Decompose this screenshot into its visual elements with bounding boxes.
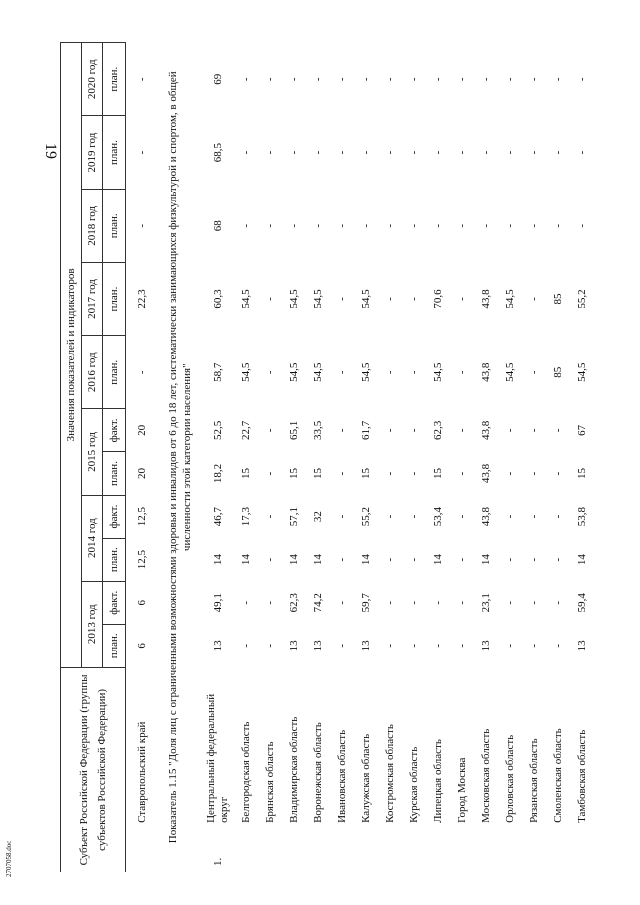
value-cell: 14 [432, 554, 444, 566]
table-row [258, 43, 282, 873]
table-row [570, 43, 594, 873]
row-number [306, 829, 330, 872]
value-cell: 67 [576, 424, 588, 436]
value-cell: - [264, 223, 276, 228]
value-cell: - [408, 428, 420, 433]
value-cell: 14 [240, 554, 252, 566]
value-cell: - [264, 150, 276, 155]
value-cell: 85 [552, 366, 564, 378]
value-cell: 54,5 [360, 289, 372, 309]
value-cell: - [456, 428, 468, 433]
subject-name: Рязанская область [527, 738, 540, 823]
value-cell: - [456, 77, 468, 82]
value-cell: 54,5 [312, 362, 324, 382]
table-row [402, 43, 426, 873]
plan-header: план. [103, 43, 126, 116]
value-cell: - [288, 150, 300, 155]
value-cell: - [240, 600, 252, 605]
value-cell: - [384, 223, 396, 228]
value-cell: - [408, 297, 420, 301]
value-cell: - [480, 150, 492, 155]
value-cell: - [384, 557, 396, 562]
table-row [282, 43, 306, 873]
value-cell: - [288, 77, 300, 82]
value-cell: - [336, 77, 348, 82]
value-cell: 58,7 [212, 362, 224, 382]
page-number: 19 [42, 143, 59, 159]
value-cell: 15 [312, 468, 324, 479]
value-cell: 61,7 [360, 420, 372, 441]
year-header: 2016 год [82, 336, 103, 409]
value-cell: - [552, 514, 564, 519]
value-cell: 15 [240, 468, 252, 479]
value-cell: - [264, 471, 276, 476]
value-cell: 15 [576, 468, 588, 479]
value-cell: - [264, 514, 276, 519]
value-cell: 13 [576, 640, 588, 652]
value-cell: - [528, 223, 540, 228]
value-cell: - [456, 600, 468, 605]
indicators-table [60, 42, 594, 872]
value-cell: 12,5 [136, 506, 148, 527]
value-cell: - [384, 600, 396, 605]
value-cell: 13 [360, 640, 372, 652]
value-cell: - [408, 370, 420, 375]
value-cell: 53,4 [432, 506, 444, 527]
value-cell: 13 [288, 640, 300, 652]
value-cell: 69 [212, 73, 224, 85]
value-cell: - [264, 297, 276, 301]
value-cell: 14 [312, 554, 324, 566]
value-cell: - [552, 77, 564, 82]
subject-name: Орловская область [503, 734, 516, 823]
value-cell: - [456, 471, 468, 476]
subject-name: Калужская область [359, 733, 372, 823]
value-cell: - [384, 297, 396, 301]
plan-header: план. [103, 624, 126, 667]
row-number [522, 829, 546, 872]
plan-header: план. [103, 452, 126, 495]
value-cell: 43,8 [480, 506, 492, 527]
value-cell: - [456, 557, 468, 562]
year-header: 2018 год [82, 189, 103, 262]
value-cell: 68 [212, 220, 224, 232]
value-cell: - [528, 428, 540, 433]
row-number [378, 829, 402, 872]
value-cell: - [576, 77, 588, 82]
value-cell: 18,2 [212, 463, 224, 484]
value-cell: - [432, 150, 444, 155]
value-cell: - [336, 557, 348, 562]
value-cell: - [504, 557, 516, 562]
value-cell: - [136, 223, 148, 228]
value-cell: - [576, 223, 588, 228]
table-row [234, 43, 258, 873]
value-cell: 15 [288, 468, 300, 479]
value-cell: 54,5 [288, 289, 300, 309]
subject-name: Московская область [479, 728, 492, 823]
value-cell: - [336, 150, 348, 155]
subject-name: Брянская область [263, 741, 276, 823]
value-cell: 85 [552, 293, 564, 305]
value-cell: - [408, 471, 420, 476]
value-cell: - [528, 643, 540, 648]
value-cell: 14 [480, 554, 492, 566]
value-cell: - [336, 600, 348, 605]
table-row [450, 43, 474, 873]
value-cell: 6 [136, 599, 148, 606]
value-cell: 59,4 [576, 593, 588, 613]
subject-name: Костромская область [383, 724, 396, 823]
value-cell: - [384, 471, 396, 476]
value-cell: - [504, 428, 516, 433]
value-cell: - [408, 557, 420, 562]
year-header: 2019 год [82, 116, 103, 189]
fact-header: факт. [103, 495, 126, 538]
value-cell: 15 [432, 468, 444, 479]
subject-name: Воронежская область [311, 722, 324, 823]
value-cell: - [312, 223, 324, 228]
subject-name: Ивановская область [335, 729, 348, 823]
value-cell: - [480, 223, 492, 228]
value-cell: - [136, 370, 148, 375]
value-cell: - [360, 223, 372, 228]
value-cell: - [504, 150, 516, 155]
value-cell: - [552, 223, 564, 228]
value-cell: - [384, 643, 396, 648]
year-header: 2013 год [82, 581, 103, 667]
value-cell: 14 [288, 554, 300, 566]
value-cell: - [288, 223, 300, 228]
subject-name: Тамбовская область [575, 729, 588, 823]
subject-header: Субъект Российской Федерации (группы субъектов Российской Федерации) [61, 667, 126, 872]
value-cell: - [360, 77, 372, 82]
plan-header: план. [103, 189, 126, 262]
value-cell: - [264, 370, 276, 375]
subject-name: Курская область [407, 746, 420, 823]
value-cell: - [528, 297, 540, 301]
subject-name: Смоленская область [551, 728, 564, 823]
value-cell: - [136, 77, 148, 82]
row-number [282, 829, 306, 872]
value-cell: 13 [312, 640, 324, 652]
value-cell: - [504, 471, 516, 476]
value-cell: 43,8 [480, 362, 492, 382]
value-cell: - [240, 150, 252, 155]
value-cell: - [384, 77, 396, 82]
value-cell: 53,8 [576, 506, 588, 527]
value-cell: 43,8 [480, 289, 492, 309]
value-cell: - [528, 370, 540, 375]
value-cell: 54,5 [576, 362, 588, 382]
value-cell: - [552, 471, 564, 476]
indicator-title: Показатель 1.15 "Доля лиц с ограниченными возможностями здоровья и инвалидов от 6 до 18 лет, систематически занимающихся физкультурой и спортом, в общей численности этой категории населения" [167, 71, 193, 844]
value-cell: - [504, 514, 516, 519]
value-cell: 54,5 [288, 362, 300, 382]
value-cell: - [336, 428, 348, 433]
value-cell: 14 [576, 554, 588, 566]
value-cell: 54,5 [312, 289, 324, 309]
year-header: 2014 год [82, 495, 103, 581]
plan-header: план. [103, 538, 126, 581]
row-number [450, 829, 474, 872]
value-cell: - [504, 643, 516, 648]
value-cell: 54,5 [240, 362, 252, 382]
row-number [354, 829, 378, 872]
value-cell: - [336, 370, 348, 375]
value-cell: - [456, 514, 468, 519]
value-cell: - [456, 223, 468, 228]
value-cell: - [384, 150, 396, 155]
value-cell: 65,1 [288, 420, 300, 441]
value-cell: - [264, 643, 276, 648]
fact-header: факт. [103, 409, 126, 452]
table-row [522, 43, 546, 873]
value-cell: - [432, 600, 444, 605]
plan-header: план. [103, 336, 126, 409]
value-cell: - [528, 77, 540, 82]
value-cell: 33,5 [312, 420, 324, 441]
value-cell: 12,5 [136, 550, 148, 570]
value-cell: 54,5 [360, 362, 372, 382]
subject-name: Белгородская область [239, 721, 252, 823]
value-cell: - [432, 223, 444, 228]
row-number [402, 829, 426, 872]
value-cell: - [552, 557, 564, 562]
value-cell: - [456, 297, 468, 301]
row-number [474, 829, 498, 872]
plan-header: план. [103, 116, 126, 189]
value-cell: - [432, 77, 444, 82]
table-row [202, 43, 234, 873]
value-cell: - [408, 600, 420, 605]
value-cell: - [456, 370, 468, 375]
row-number [258, 829, 282, 872]
indicator-row [158, 43, 202, 873]
value-cell: - [552, 600, 564, 605]
value-cell: 15 [360, 468, 372, 479]
value-cell: - [456, 643, 468, 648]
value-cell: - [264, 77, 276, 82]
value-cell: 68,5 [212, 142, 224, 163]
subject-name: Город Москва [455, 757, 468, 823]
value-cell: 20 [136, 468, 148, 479]
value-cell: 49,1 [212, 593, 224, 613]
table-row [426, 43, 450, 873]
value-cell: 14 [212, 554, 224, 566]
value-cell: - [528, 600, 540, 605]
year-header: 2017 год [82, 262, 103, 335]
value-cell: - [136, 150, 148, 155]
value-cell: - [576, 150, 588, 155]
value-cell: - [264, 428, 276, 433]
table-row [498, 43, 522, 873]
value-cell: 52,5 [212, 420, 224, 441]
value-cell: - [504, 600, 516, 605]
subject-name: Липецкая область [431, 739, 444, 823]
value-cell: - [480, 77, 492, 82]
value-cell: - [528, 557, 540, 562]
value-cell: 54,5 [504, 362, 516, 382]
value-cell: 54,5 [432, 362, 444, 382]
value-cell: - [408, 77, 420, 82]
value-cell: 23,1 [480, 593, 492, 613]
row-number [330, 829, 354, 872]
value-cell: 70,6 [432, 289, 444, 309]
value-cell: - [312, 150, 324, 155]
footer-code: 2707058.doc [5, 840, 13, 877]
value-cell: - [384, 370, 396, 375]
value-cell: 60,3 [212, 289, 224, 309]
values-header: Значения показателей и индикаторов [61, 43, 82, 668]
row-number [126, 829, 159, 872]
value-cell: - [336, 297, 348, 301]
table-row [126, 43, 159, 873]
value-cell: 22,3 [136, 289, 148, 309]
value-cell: - [336, 223, 348, 228]
value-cell: 74,2 [312, 593, 324, 613]
row-number [234, 829, 258, 872]
row-number [570, 829, 594, 872]
value-cell: - [528, 150, 540, 155]
table-row [546, 43, 570, 873]
row-number: 1. [212, 857, 224, 866]
value-cell: - [528, 471, 540, 476]
value-cell: 46,7 [212, 506, 224, 527]
value-cell: 54,5 [504, 289, 516, 309]
value-cell: - [360, 150, 372, 155]
table-row [474, 43, 498, 873]
subject-name: Владимирская область [287, 716, 300, 823]
value-cell: - [552, 150, 564, 155]
value-cell: 14 [360, 554, 372, 566]
value-cell: - [336, 643, 348, 648]
table-row [354, 43, 378, 873]
value-cell: 20 [136, 424, 148, 436]
value-cell: 55,2 [576, 289, 588, 309]
plan-header: план. [103, 262, 126, 335]
subject-name: Ставропольский край [135, 721, 148, 823]
value-cell: - [264, 557, 276, 562]
value-cell: 55,2 [360, 506, 372, 527]
value-cell: 17,3 [240, 506, 252, 527]
value-cell: 13 [212, 640, 224, 652]
row-number [426, 829, 450, 872]
value-cell: 43,8 [480, 420, 492, 441]
value-cell: 57,1 [288, 506, 300, 527]
subject-name: Центральный федеральный округ [205, 693, 230, 823]
value-cell: - [240, 223, 252, 228]
value-cell: - [408, 223, 420, 228]
value-cell: - [432, 643, 444, 648]
value-cell: - [504, 77, 516, 82]
value-cell: - [240, 643, 252, 648]
value-cell: - [408, 643, 420, 648]
value-cell: 13 [480, 640, 492, 652]
value-cell: - [528, 514, 540, 519]
rotated-table-container [60, 42, 620, 872]
row-number [546, 829, 570, 872]
year-header: 2020 год [82, 43, 103, 116]
value-cell: 62,3 [288, 593, 300, 613]
value-cell: - [384, 428, 396, 433]
value-cell: 59,7 [360, 593, 372, 613]
row-number [498, 829, 522, 872]
value-cell: 32 [312, 511, 324, 523]
fact-header: факт. [103, 581, 126, 624]
value-cell: 62,3 [432, 420, 444, 441]
value-cell: - [384, 514, 396, 519]
value-cell: 6 [136, 643, 148, 649]
value-cell: - [336, 471, 348, 476]
value-cell: - [504, 223, 516, 228]
value-cell: - [552, 428, 564, 433]
value-cell: - [408, 150, 420, 155]
year-header: 2015 год [82, 409, 103, 495]
table-row [378, 43, 402, 873]
value-cell: - [240, 77, 252, 82]
table-row [306, 43, 330, 873]
value-cell: 54,5 [240, 289, 252, 309]
value-cell: 43,8 [480, 463, 492, 484]
value-cell: - [312, 77, 324, 82]
value-cell: - [456, 150, 468, 155]
table-row [330, 43, 354, 873]
value-cell: 22,7 [240, 420, 252, 441]
value-cell: - [264, 600, 276, 605]
value-cell: - [336, 514, 348, 519]
value-cell: - [408, 514, 420, 519]
value-cell: - [552, 643, 564, 648]
